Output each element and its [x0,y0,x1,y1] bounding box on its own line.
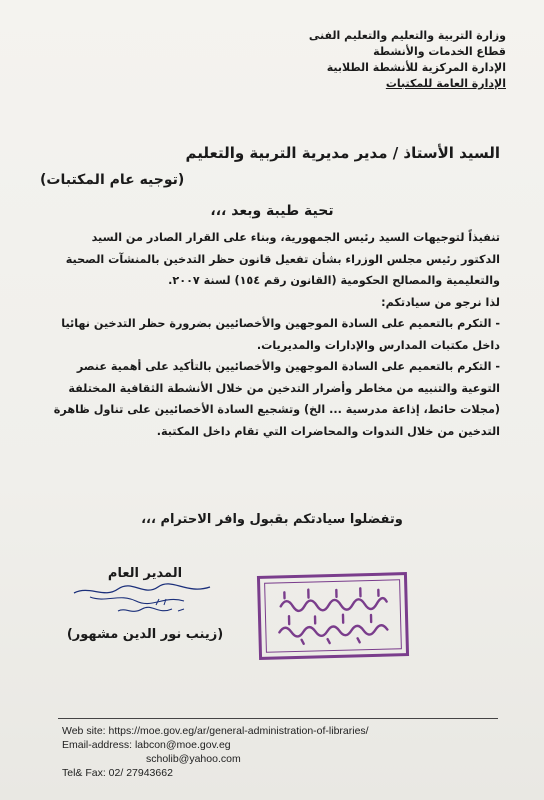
body-paragraph-line: لذا نرجو من سيادتكم: [381,295,500,309]
handwritten-signature [60,581,230,623]
stamp-lettering-icon [260,575,406,657]
signer-printed-name: (زينب نور الدين مشهور) [66,627,224,642]
general-admin-name: الإدارة العامة للمكتبات [385,77,506,90]
signature-scrawl-icon [60,581,230,623]
footer-divider [58,718,498,719]
signature-block [60,566,230,642]
body-paragraph-line: (مجلات حائط، إذاعة مدرسية ... الخ) وتشجيع السادة الأخصائيين على تناول ظاهرة [53,403,500,416]
body-paragraph-line: والتعليمية والمصالح الحكومية (القانون رقم ١٥٤) لسنة ٢٠٠٧. [168,274,500,287]
signer-title: المدير العام [107,566,183,581]
closing-line: وتفضلوا سيادتكم بقبول وافر الاحترام ،،، [141,512,403,527]
footer-phone: Tel& Fax: 02/ 27943662 [62,767,173,779]
body-paragraph-line: تنفيذاً لتوجيهات السيد رئيس الجمهورية، وبناء على القرار الصادر من السيد [91,231,500,244]
sector-name: قطاع الخدمات والأنشطة [373,45,506,58]
central-admin-name: الإدارة المركزية للأنشطة الطلابية [326,61,506,74]
body-paragraph-line: الدكتور رئيس مجلس الوزراء بشأن تفعيل قانون حظر التدخين بالمنشآت الصحية [65,252,500,266]
body-paragraph-line: - التكرم بالتعميم على السادة الموجهين والأخصائيين بالتأكيد على أهمية عنصر [76,360,500,373]
ministry-name: وزارة التربية والتعليم والتعليم الفنى [308,29,506,42]
body-paragraph-line: داخل مكتبات المدارس والإدارات والمديريات. [256,338,500,352]
body-paragraph-line: - التكرم بالتعميم على السادة الموجهين والأخصائيين بضرورة حظر التدخين نهائيا [61,317,500,330]
footer-email-secondary: scholib@yahoo.com [146,753,241,765]
recipient-line: السيد الأستاذ / مدير مديرية التربية والتعليم [185,144,500,162]
footer-website: Web site: https://moe.gov.eg/ar/general-administration-of-libraries/ [62,725,369,737]
letterhead [266,28,506,92]
footer-contact [62,724,369,780]
body-paragraph-line: التوعية والتنبيه من مخاطر وأضرار التدخين من خلال الأنشطة الثقافية المختلفة [68,381,500,395]
letter-body [40,227,500,442]
footer-email-primary: Email-address: labcon@moe.gov.eg [62,739,231,751]
greeting-line: تحية طيبة وبعد ،،، [210,203,334,219]
official-stamp [257,572,409,660]
body-paragraph-line: التدخين من خلال الندوات والمحاضرات التي تقام داخل المكتبة. [156,424,500,438]
copy-to-line: (توجيه عام المكتبات) [40,172,185,188]
